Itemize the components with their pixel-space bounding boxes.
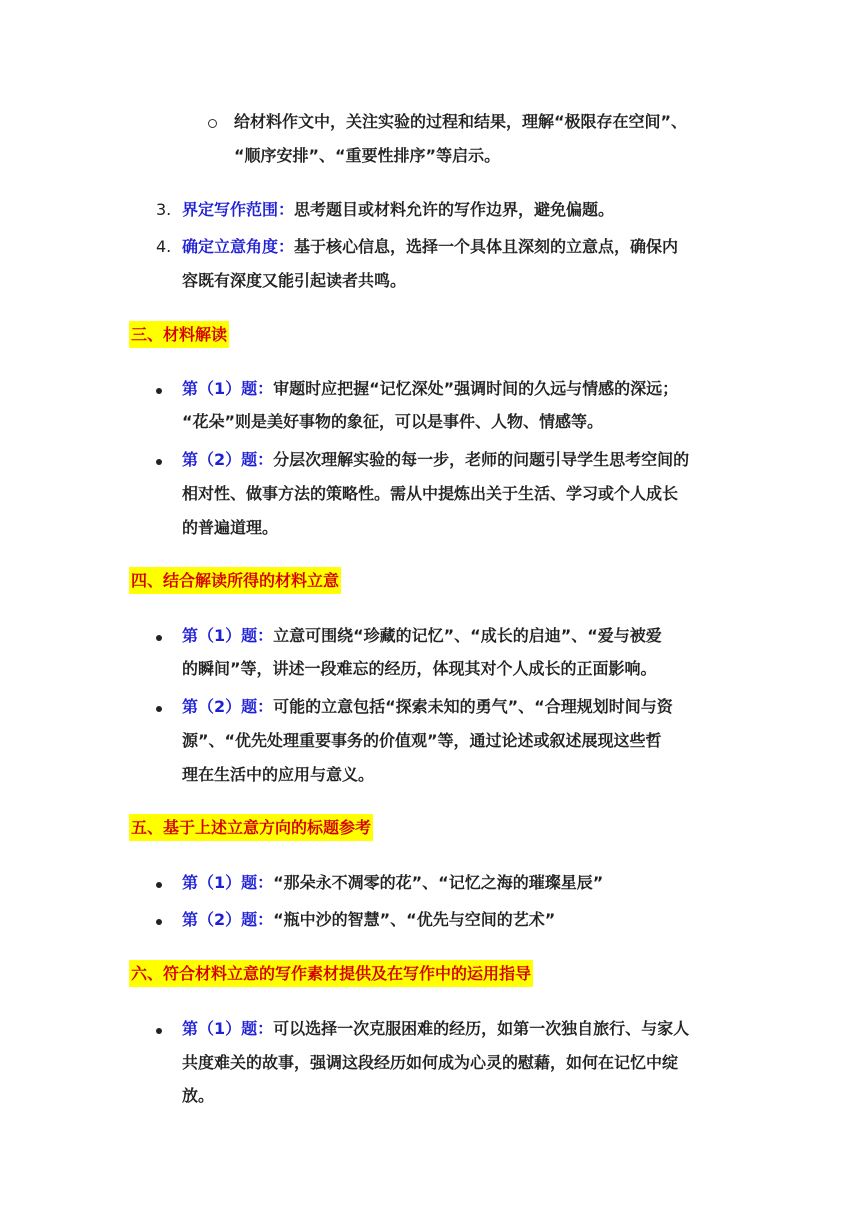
list-item-line: 的普遍道理。 — [182, 518, 279, 537]
list-item-line: 理在生活中的应用与意义。 — [182, 765, 375, 784]
list-item-label: 第（1）题： — [182, 379, 274, 398]
list-item-label: 第（1）题： — [182, 626, 274, 645]
section-heading: 四、结合解读所得的材料立意 — [129, 567, 341, 594]
numbered-item-text: 思考题目或材料允许的写作边界，避免偏题。 — [294, 200, 615, 219]
section-heading: 五、基于上述立意方向的标题参考 — [129, 814, 373, 841]
numbered-item-label: 确定立意角度： — [182, 237, 295, 256]
section-heading: 三、材料解读 — [129, 321, 229, 348]
list-item-line: 放。 — [182, 1086, 215, 1105]
list-item-line: 源”、“优先处理重要事务的价值观”等，通过论述或叙述展现这些哲 — [182, 731, 662, 750]
list-number: 3. — [156, 200, 172, 219]
bullet-dot-icon — [156, 635, 162, 641]
list-item-line: 相对性、做事方法的策略性。需从中提炼出关于生活、学习或个人成长 — [182, 484, 679, 503]
list-item-line — [182, 1019, 689, 1039]
numbered-item-line — [182, 237, 678, 257]
list-item-text: 分层次理解实验的每一步，老师的问题引导学生思考空间的 — [273, 450, 690, 469]
list-item-text: “那朵永不凋零的花”、“记忆之海的璀璨星辰” — [273, 873, 604, 892]
list-item-label: 第（2）题： — [182, 910, 274, 929]
bullet-dot-icon — [156, 388, 162, 394]
list-item-line: “花朵”则是美好事物的象征，可以是事件、人物、情感等。 — [182, 412, 604, 431]
numbered-item-label: 界定写作范围： — [182, 200, 295, 219]
list-item-line — [182, 450, 689, 470]
list-item-text: 立意可围绕“珍藏的记忆”、“成长的启迪”、“爱与被爱 — [273, 626, 662, 645]
list-item-line: 的瞬间”等，讲述一段难忘的经历，体现其对个人成长的正面影响。 — [182, 659, 657, 678]
numbered-item-text: 基于核心信息，选择一个具体且深刻的立意点，确保内 — [294, 237, 679, 256]
list-item-line — [182, 379, 678, 399]
list-item-line — [182, 626, 662, 646]
list-item-line — [182, 873, 603, 893]
list-item-text: 审题时应把握“记忆深处”强调时间的久远与情感的深远； — [273, 379, 679, 398]
sub-item-line-1: 给材料作文中，关注实验的过程和结果，理解“极限存在空间”、 — [234, 112, 688, 131]
bullet-dot-icon — [156, 882, 162, 888]
list-item-line — [182, 910, 555, 930]
list-item-label: 第（2）题： — [182, 450, 274, 469]
list-item-label: 第（2）题： — [182, 697, 274, 716]
list-item-label: 第（1）题： — [182, 1019, 274, 1038]
list-item-text: 可能的立意包括“探索未知的勇气”、“合理规划时间与资 — [273, 697, 673, 716]
list-item-line — [182, 697, 673, 717]
bullet-dot-icon — [156, 459, 162, 465]
list-item-text: “瓶中沙的智慧”、“优先与空间的艺术” — [273, 910, 556, 929]
list-item-label: 第（1）题： — [182, 873, 274, 892]
list-number: 4. — [156, 237, 172, 256]
numbered-item-line: 容既有深度又能引起读者共鸣。 — [182, 271, 407, 290]
list-item-text: 可以选择一次克服困难的经历，如第一次独自旅行、与家人 — [273, 1019, 690, 1038]
bullet-dot-icon — [156, 1028, 162, 1034]
list-item-line: 共度难关的故事，强调这段经历如何成为心灵的慰藉，如何在记忆中绽 — [182, 1053, 679, 1072]
section-heading: 六、符合材料立意的写作素材提供及在写作中的运用指导 — [129, 960, 533, 987]
sub-item-line-2: “顺序安排”、“重要性排序”等启示。 — [234, 146, 501, 165]
sub-bullet-circle-icon — [208, 119, 217, 128]
bullet-dot-icon — [156, 919, 162, 925]
numbered-item-line — [182, 200, 614, 220]
bullet-dot-icon — [156, 706, 162, 712]
